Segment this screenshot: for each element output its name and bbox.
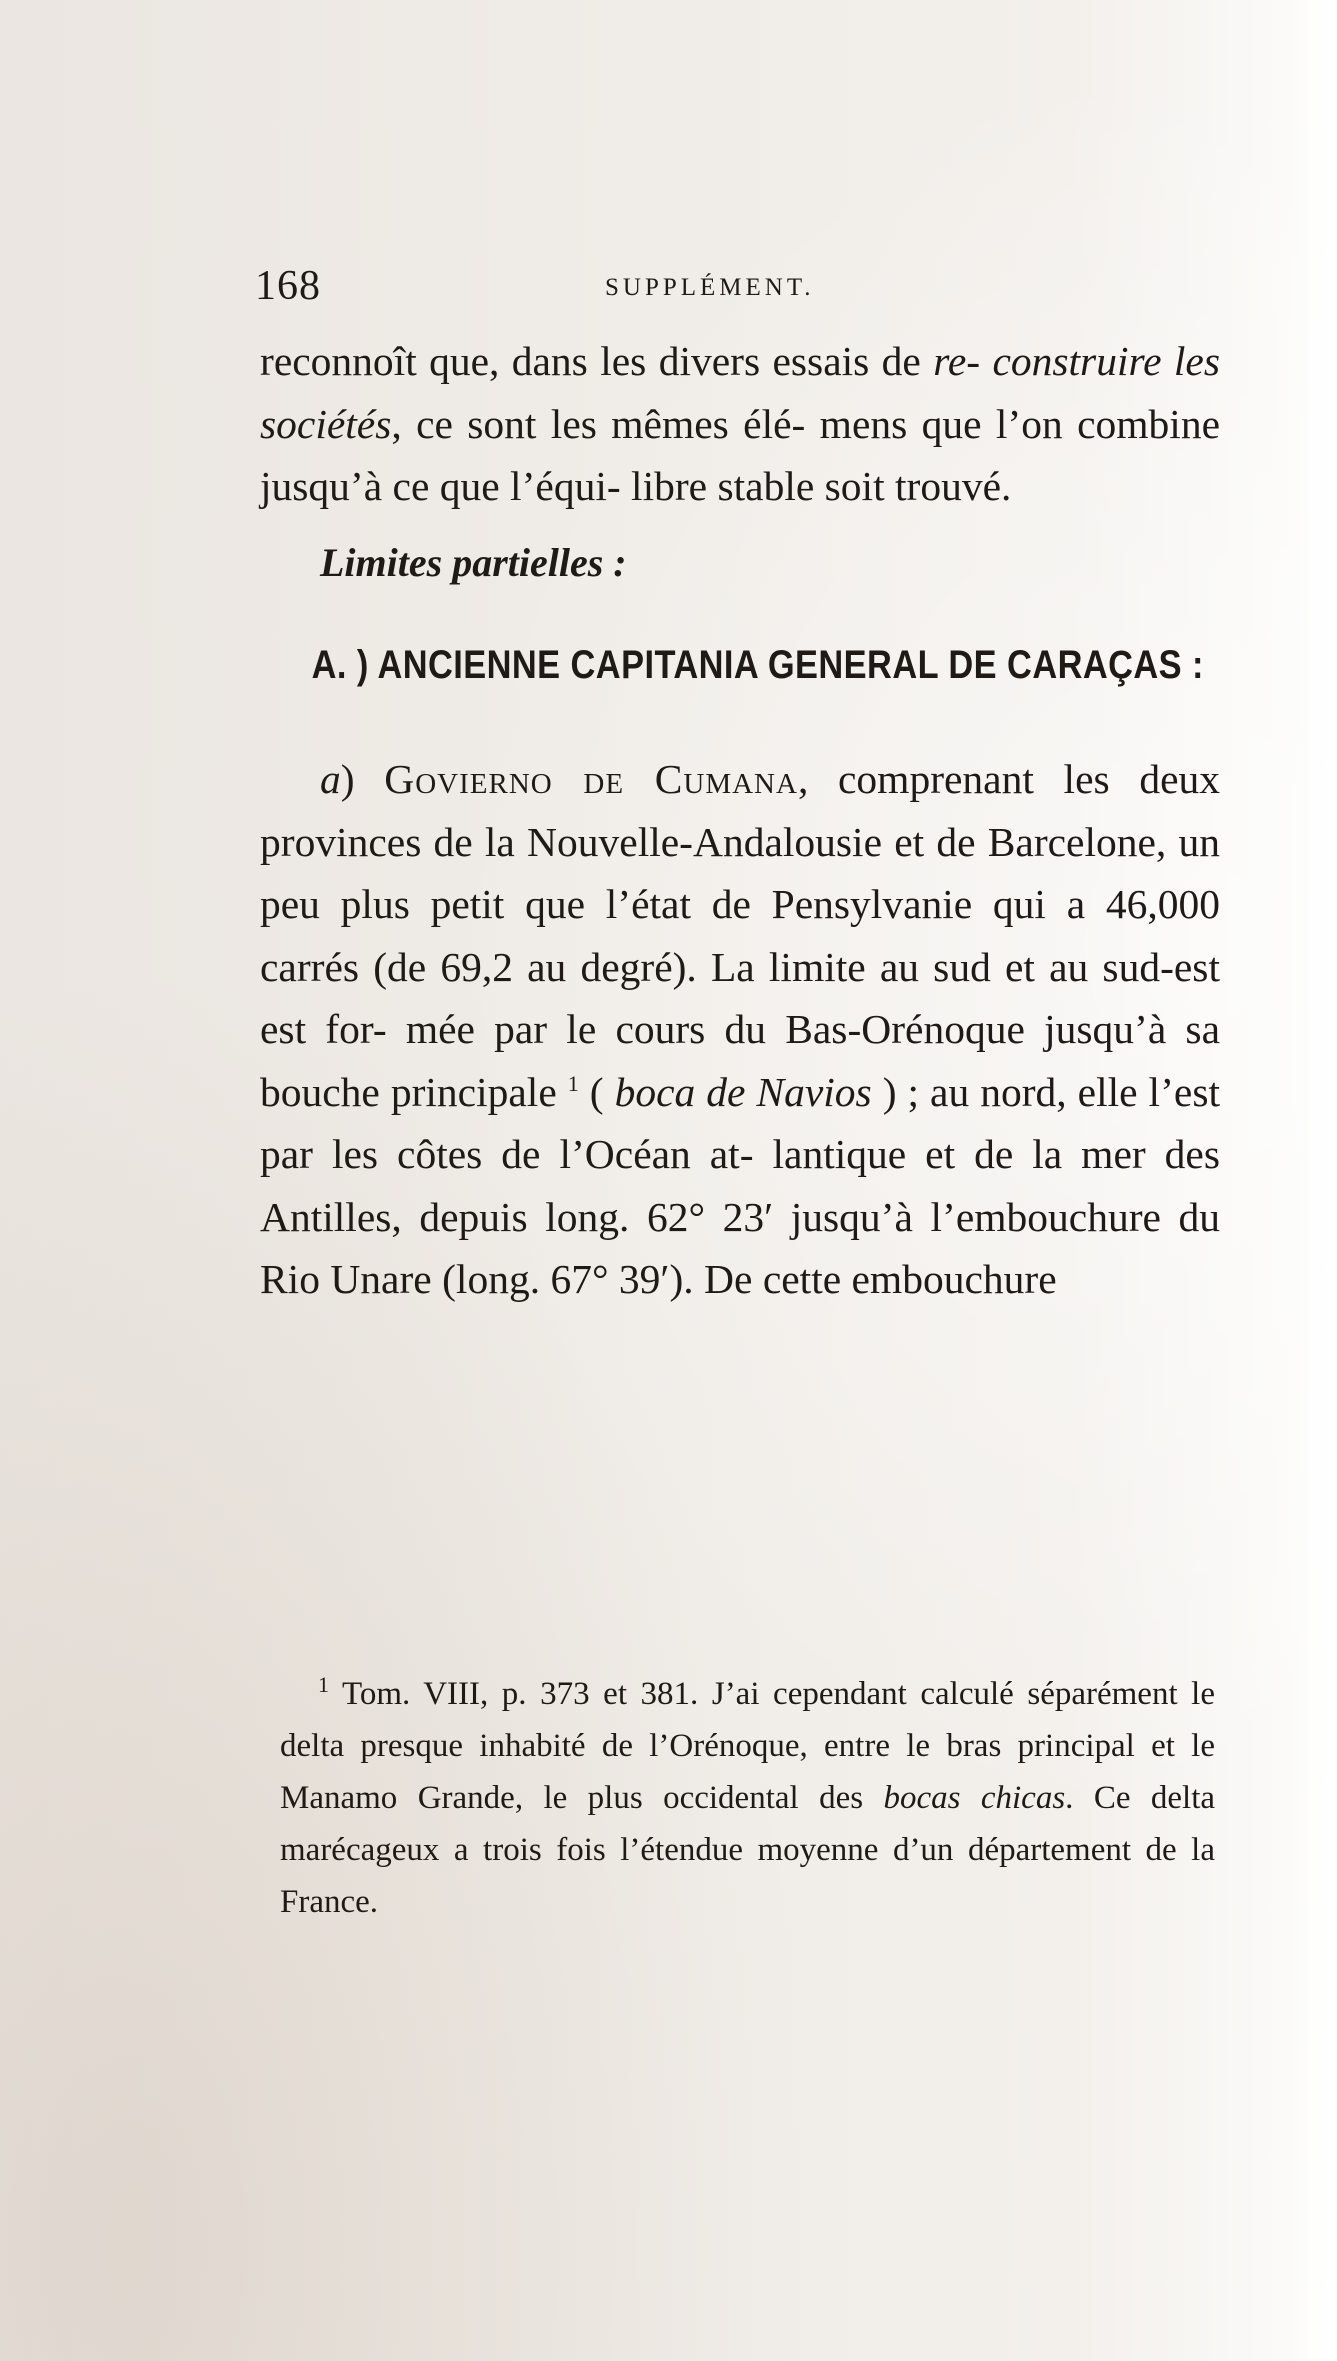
entry-heading: Govierno de Cumana [384, 756, 798, 802]
item-label: a [320, 756, 341, 802]
running-head: SUPPLÉMENT. [605, 274, 815, 301]
paragraph-text: reconnoît que, dans les divers essais de [260, 338, 934, 384]
paragraph-text: ) ; au nord, elle l’est par les côtes de l’Océan at- lantique et de la mer des Antilles, depuis long. 62° 23′ jusqu’à l’embouchure du Rio Unare (long. 67° 39′). De cette embouchure [260, 1068, 1220, 1302]
paragraph-text: ( [578, 1068, 615, 1115]
footnote-reference[interactable]: 1 [567, 1070, 579, 1096]
item-label-close: ) [340, 756, 385, 802]
footnote-text: . Ce delta marécageux a trois fois l’étendue moyenne d’un département de la France. [280, 1780, 1216, 1920]
section-title: A. ) ANCIENNE CAPITANIA GENERAL DE CARAÇAS : [311, 643, 1204, 687]
footnote-mark: 1 [318, 1672, 329, 1697]
paragraph-govierno-de-cumana [260, 748, 1220, 1311]
italic-phrase: re- construire les sociétés [260, 338, 1220, 447]
footnote [280, 1668, 1215, 1928]
italic-phrase: boca de Navios [614, 1068, 872, 1115]
italic-phrase: bocas chicas [883, 1780, 1066, 1816]
paragraph-text: , comprenant les deux provinces de la Nouvelle-Andalousie et de Barcelone, un peu plus petit que l’état de Pensylvanie qui a 46,000 carrés (de 69,2 au degré). La limite au sud et au sud-est est for- mée par le cours du Bas-Orénoque jusqu’à sa bouche principale [260, 756, 1220, 1115]
footnotes [280, 1668, 1215, 1928]
page-number: 168 [255, 263, 321, 309]
page-edge-highlight [1297, 0, 1337, 2361]
page-body [260, 330, 1220, 1311]
subheading: Limites partielles : [320, 539, 627, 585]
page-header [255, 262, 1250, 322]
footnote-text: Tom. VIII, p. 373 et 381. J’ai cependant calculé séparément le delta presque inhabité de l’Orénoque, entre le bras principal et le Manamo Grande, le plus occidental des [280, 1676, 1215, 1816]
paragraph-text: , ce sont les mêmes élé- mens que l’on combine jusqu’à ce que l’équi- libre stable soit trouvé. [260, 400, 1220, 509]
paragraph-continuation [260, 330, 1220, 518]
